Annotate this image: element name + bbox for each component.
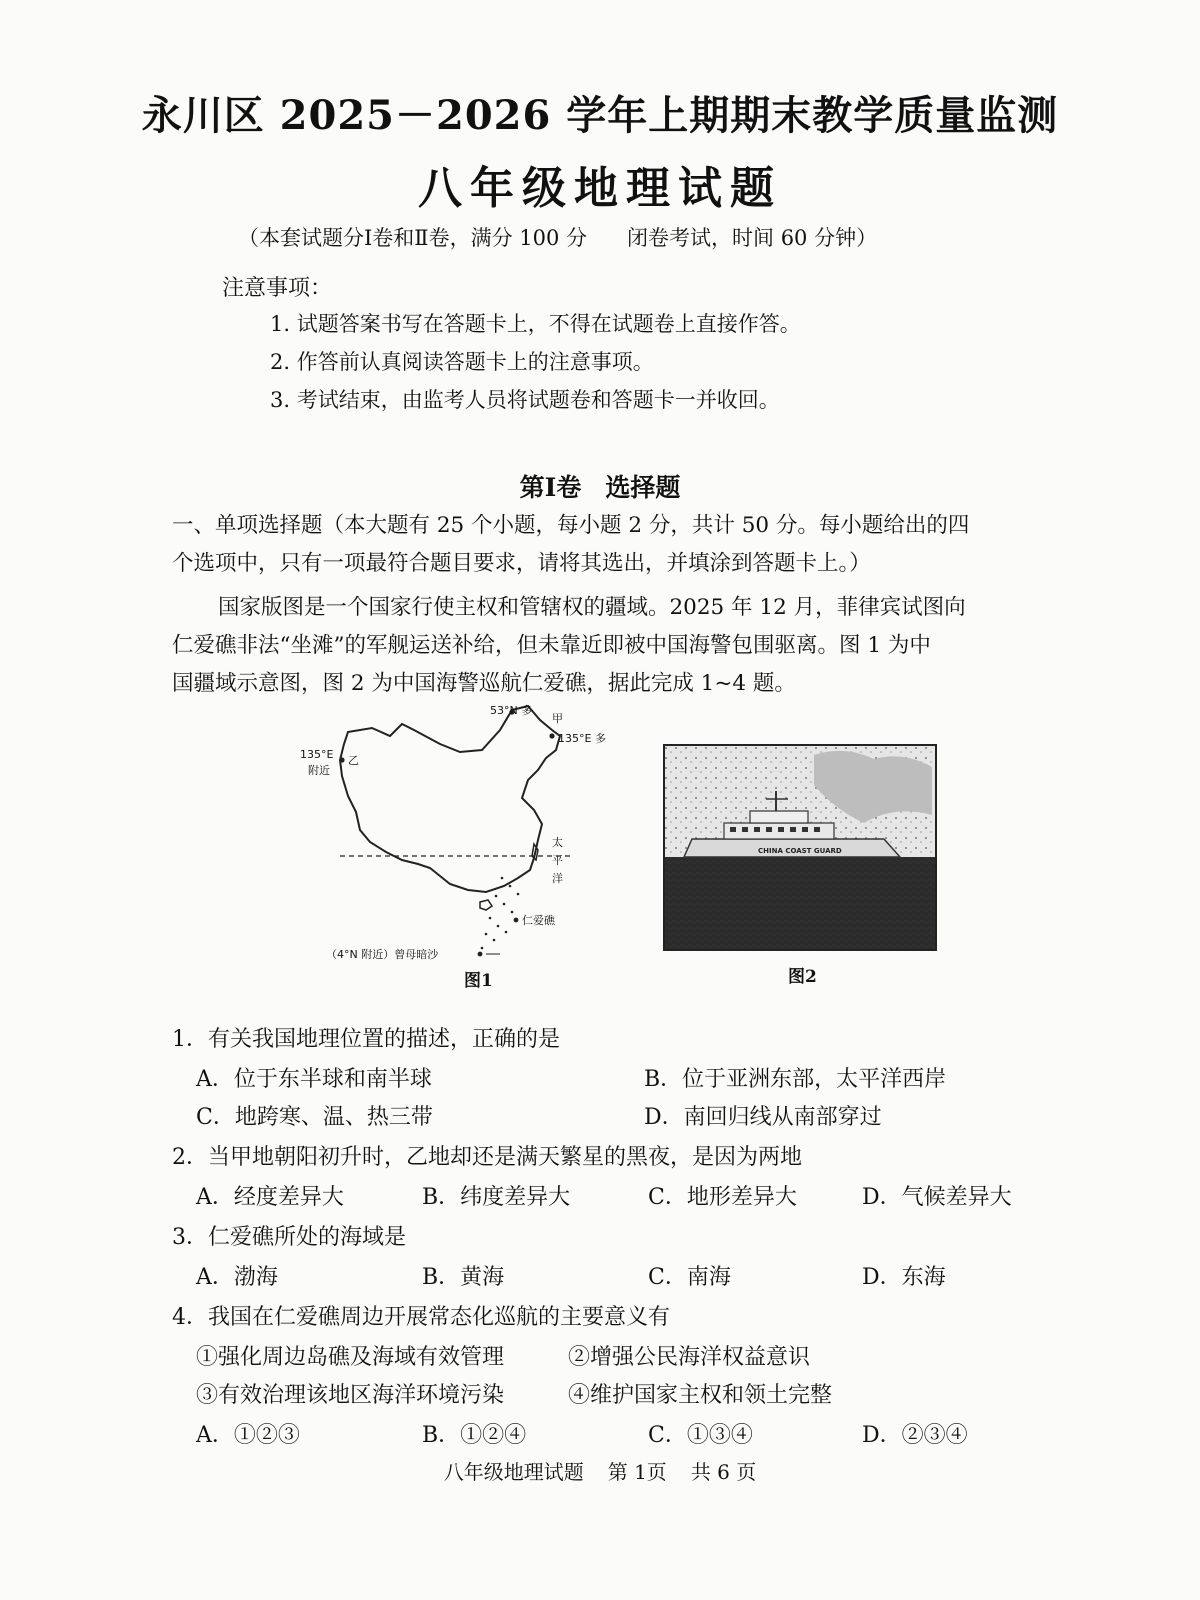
- section-name: 选择题: [605, 473, 681, 502]
- footer-page: 第 1页: [607, 1460, 667, 1484]
- question-stem: 1．有关我国地理位置的描述，正确的是: [172, 1027, 560, 1052]
- label-east: 135°E 多: [558, 732, 606, 745]
- statement-item: ①强化周边岛礁及海域有效管理: [196, 1345, 505, 1370]
- statement-item: ②增强公民海洋权益意识: [568, 1345, 811, 1370]
- exam-title: 永川区 2025－2026 学年上期期末教学质量监测: [141, 92, 1059, 139]
- footer-total: 共 6 页: [690, 1460, 757, 1484]
- page-footer: [0, 1456, 1200, 1485]
- option-a[interactable]: A．位于东半球和南半球: [196, 1067, 432, 1092]
- option-d[interactable]: D．②③④: [862, 1423, 968, 1448]
- figure2-coast-guard-photo: [664, 745, 936, 950]
- option-c[interactable]: C．南海: [648, 1265, 731, 1290]
- figure1-caption: 图1: [464, 971, 493, 991]
- label-north: 53°N 多: [490, 704, 533, 717]
- section-heading: [0, 468, 1200, 504]
- jia-point-marker: [549, 733, 554, 738]
- figure1-china-map: [290, 700, 606, 970]
- label-zengmu: （4°N 附近）曾母暗沙: [326, 948, 439, 961]
- label-west-near: 附近: [308, 764, 330, 777]
- instructions-line: 一、单项选择题（本大题有 25 个小题，每小题 2 分，共计 50 分。每小题给出的四: [172, 513, 970, 538]
- note-item: 2. 作答前认真阅读答题卡上的注意事项。: [270, 350, 654, 374]
- label-jia: 甲: [552, 712, 563, 725]
- option-b[interactable]: B．位于亚洲东部，太平洋西岸: [644, 1067, 947, 1092]
- label-reef: 仁爱礁: [522, 914, 555, 927]
- exam-subtitle: [238, 222, 877, 252]
- footer-subject: 八年级地理试题: [443, 1460, 584, 1484]
- yi-point-marker: [339, 757, 344, 762]
- option-b[interactable]: B．黄海: [422, 1265, 505, 1290]
- option-a[interactable]: A．①②③: [196, 1423, 300, 1448]
- label-pacific-3: 洋: [552, 872, 563, 885]
- option-b[interactable]: B．纬度差异大: [422, 1185, 571, 1210]
- option-d[interactable]: D．气候差异大: [862, 1185, 1012, 1210]
- option-d[interactable]: D．东海: [862, 1265, 946, 1290]
- figure2-caption: 图2: [788, 967, 817, 987]
- passage-line: 国家版图是一个国家行使主权和管辖权的疆域。2025 年 12 月，菲律宾试图向: [218, 595, 966, 620]
- passage-line: 国疆域示意图，图 2 为中国海警巡航仁爱礁，据此完成 1~4 题。: [172, 671, 796, 696]
- question-stem: 2．当甲地朝阳初升时，乙地却还是满天繁星的黑夜，是因为两地: [172, 1145, 802, 1170]
- exam-subject-title: 八年级地理试题: [418, 163, 782, 214]
- section-part: 第Ⅰ卷: [519, 473, 582, 502]
- note-item: 1. 试题答案书写在答题卡上，不得在试题卷上直接作答。: [270, 312, 801, 336]
- question-stem: 3．仁爱礁所处的海域是: [172, 1225, 406, 1250]
- option-c[interactable]: C．①③④: [648, 1423, 753, 1448]
- china-outline: [340, 706, 560, 892]
- option-a[interactable]: A．经度差异大: [196, 1185, 344, 1210]
- option-c[interactable]: C．地形差异大: [648, 1185, 797, 1210]
- option-b[interactable]: B．①②④: [422, 1423, 527, 1448]
- question-stem: 4．我国在仁爱礁周边开展常态化巡航的主要意义有: [172, 1305, 670, 1330]
- passage-line: 仁爱礁非法“坐滩”的军舰运送补给，但未靠近即被中国海警包围驱离。图 1 为中: [172, 633, 931, 658]
- subtitle-time: 闭卷考试，时间 60 分钟）: [627, 226, 878, 250]
- label-yi: 乙: [348, 754, 359, 767]
- note-item: 3. 考试结束，由监考人员将试题卷和答题卡一并收回。: [270, 388, 780, 412]
- label-west: 135°E: [300, 748, 334, 761]
- hainan-island: [480, 900, 492, 910]
- option-c[interactable]: C．地跨寒、温、热三带: [196, 1105, 433, 1130]
- option-a[interactable]: A．渤海: [196, 1265, 278, 1290]
- ship-hull-text: CHINA COAST GUARD: [758, 847, 842, 855]
- statement-item: ③有效治理该地区海洋环境污染: [196, 1383, 505, 1408]
- statement-item: ④维护国家主权和领土完整: [568, 1383, 833, 1408]
- instructions-line: 个选项中，只有一项最符合题目要求，请将其选出，并填涂到答题卡上。）: [172, 551, 871, 576]
- label-pacific-2: 平: [552, 854, 563, 867]
- notes-title: 注意事项：: [222, 276, 333, 301]
- subtitle-score: （本套试题分Ⅰ卷和Ⅱ卷，满分 100 分: [238, 226, 588, 250]
- option-d[interactable]: D．南回归线从南部穿过: [644, 1105, 882, 1130]
- label-pacific-1: 太: [552, 836, 563, 849]
